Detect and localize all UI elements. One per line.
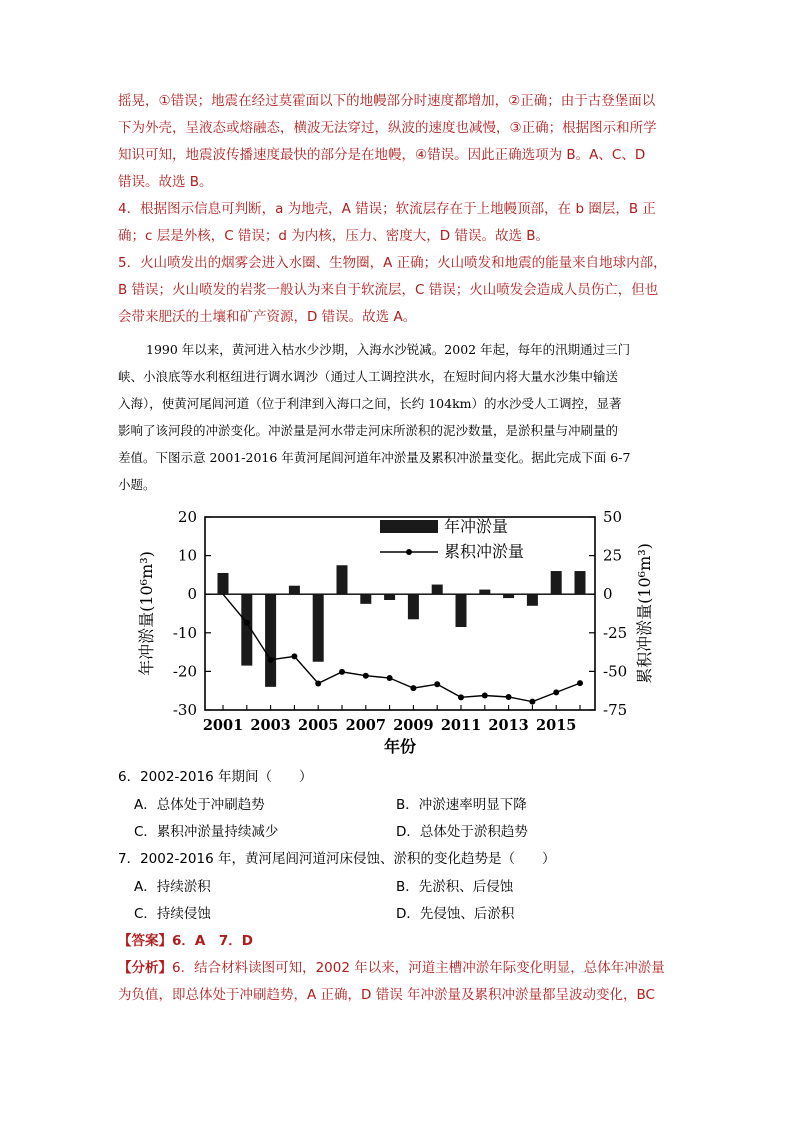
left-tick-label: 10 [177,546,197,565]
question-7-option-d[interactable]: D．先侵蚀、后淤积 [396,906,515,922]
analysis-label: 【分析】 [118,960,172,976]
annual-bar [432,585,443,595]
cumulative-point [434,681,440,687]
plot-frame [205,517,595,710]
explanation-line: B 错误；火山喷发的岩浆一般认为来自于软流层，C 错误；火山喷发会造成人员伤亡，但也 [118,282,659,298]
right-tick-label: 25 [603,546,623,565]
cumulative-point [529,699,535,705]
annual-bar [218,573,229,594]
x-tick-label: 2009 [393,717,434,734]
right-tick-label: 50 [603,508,623,526]
x-tick-label: 2015 [536,717,577,734]
cumulative-point [458,694,464,700]
cumulative-point [387,675,393,681]
annual-bar [479,590,490,595]
annual-bar [384,594,395,600]
explanation-line: 下为外壳，呈液态或熔融态，横波无法穿过，纵波的速度也减慢，③正确；根据图示和所学 [118,120,657,136]
cumulative-point [315,680,321,686]
passage-line: 入海），使黄河尾闾河道（位于利津到入海口之间，长约 104km）的水沙受人工调控，显著 [118,396,622,411]
analysis-text-1: 6．结合材料读图可知，2002 年以来，河道主槽冲淤年际变化明显，总体年冲淤量 [172,960,665,976]
x-tick-label: 2005 [298,717,339,734]
x-tick-label: 2013 [488,717,529,734]
question-7-stem: 7．2002-2016 年，黄河尾闾河道河床侵蚀、淤积的变化趋势是（ ） [118,851,556,867]
left-tick-label: -10 [172,623,197,642]
reading-passage [118,336,678,498]
answer-label: 【答案】 [118,933,172,949]
sediment-chart [120,505,680,765]
explanation-line: 4．根据图示信息可判断，a 为地壳，A 错误；软流层存在于上地幔顶部，在 b 圈层，B 正 [118,201,656,217]
x-tick-label: 2011 [440,717,482,734]
x-tick-label: 2003 [250,717,291,734]
left-tick-label: -30 [172,701,197,719]
annual-bar [337,565,348,594]
question-6-stem: 6．2002-2016 年期间（ ） [118,769,313,785]
right-tick-label: -25 [603,623,628,642]
explanation-block [118,88,678,331]
cumulative-point [553,689,559,695]
legend-annual: 年冲淤量 [444,517,509,536]
analysis-line-1 [118,956,665,976]
left-tick-label: 20 [177,508,197,526]
explanation-line: 错误。故选 B。 [118,174,213,190]
cumulative-point [410,685,416,691]
answer-line [118,929,253,949]
explanation-line: 确；c 层是外核，C 错误；d 为内核，压力、密度大，D 错误。故选 B。 [118,228,550,244]
explanation-line: 知识可知，地震波传播速度最快的部分是在地幔，④错误。因此正确选项为 B。A、C、D [118,147,646,163]
x-tick-label: 2007 [345,717,386,734]
x-tick-label: 2001 [202,717,244,734]
cumulative-point [339,669,345,675]
cumulative-point [291,653,297,659]
question-6-option-c[interactable]: C．累积冲淤量持续减少 [134,824,279,840]
cumulative-line [223,594,580,702]
question-7-option-b[interactable]: B．先淤积、后侵蚀 [396,879,514,895]
passage-line: 影响了该河段的冲淤变化。冲淤量是河水带走河床所淤积的泥沙数量，是淤积量与冲刷量的 [118,423,619,438]
cumulative-point [363,673,369,679]
right-tick-label: -75 [603,701,628,719]
annual-bar [456,594,467,627]
left-tick-label: -20 [172,662,197,681]
annual-bar [289,586,300,594]
cumulative-point [577,680,583,686]
cumulative-point [244,620,250,626]
explanation-line: 摇晃，①错误；地震在经过莫霍面以下的地幔部分时速度都增加，②正确；由于古登堡面以 [118,93,656,109]
annual-bar [551,571,562,594]
cumulative-point [506,694,512,700]
left-tick-label: 0 [187,585,197,604]
annual-bar [313,594,324,662]
question-6-option-b[interactable]: B．冲淤速率明显下降 [396,797,527,813]
annual-bar [265,594,276,687]
explanation-line: 5．火山喷发出的烟雾会进入水圈、生物圈，A 正确；火山喷发和地震的能量来自地球内部， [118,255,667,271]
cumulative-point [268,657,274,663]
cumulative-point [482,692,488,698]
annual-bar [503,594,514,598]
question-6-option-a[interactable]: A．总体处于冲刷趋势 [134,797,265,813]
annual-bar [527,594,538,606]
annual-bar [575,571,586,594]
question-6-option-d[interactable]: D．总体处于淤积趋势 [396,824,528,840]
legend-line-marker [406,549,412,555]
passage-line: 1990 年以来，黄河进入枯水少沙期，入海水沙锐减。2002 年起，每年的汛期通过三门 [146,342,631,357]
right-tick-label: -50 [603,662,628,681]
analysis-line-2: 为负值，即总体处于冲刷趋势，A 正确，D 错误 年冲淤量及累积冲淤量都呈波动变化，BC [118,987,655,1003]
annual-bar [408,594,419,619]
legend-bar-swatch [380,520,438,533]
passage-line: 差值。下图示意 2001-2016 年黄河尾闾河道年冲淤量及累积冲淤量变化。据此完成下面 6-7 [118,450,631,465]
answer-text: 6．A 7．D [172,933,253,949]
question-7-option-a[interactable]: A．持续淤积 [134,879,211,895]
legend-cumulative: 累积冲淤量 [444,542,525,561]
right-axis-label: 累积冲淤量(10⁶m³) [635,543,654,684]
passage-line: 小题。 [118,477,156,492]
left-axis-label: 年冲淤量(10⁶m³) [137,551,156,676]
annual-bar [360,594,371,604]
right-tick-label: 0 [603,585,613,604]
x-axis-label: 年份 [383,737,417,756]
question-7-option-c[interactable]: C．持续侵蚀 [134,906,211,922]
passage-line: 峡、小浪底等水利枢纽进行调水调沙（通过人工调控洪水，在短时间内将大量水沙集中输送 [118,369,619,384]
explanation-line: 会带来肥沃的土壤和矿产资源，D 错误。故选 A。 [118,309,417,325]
